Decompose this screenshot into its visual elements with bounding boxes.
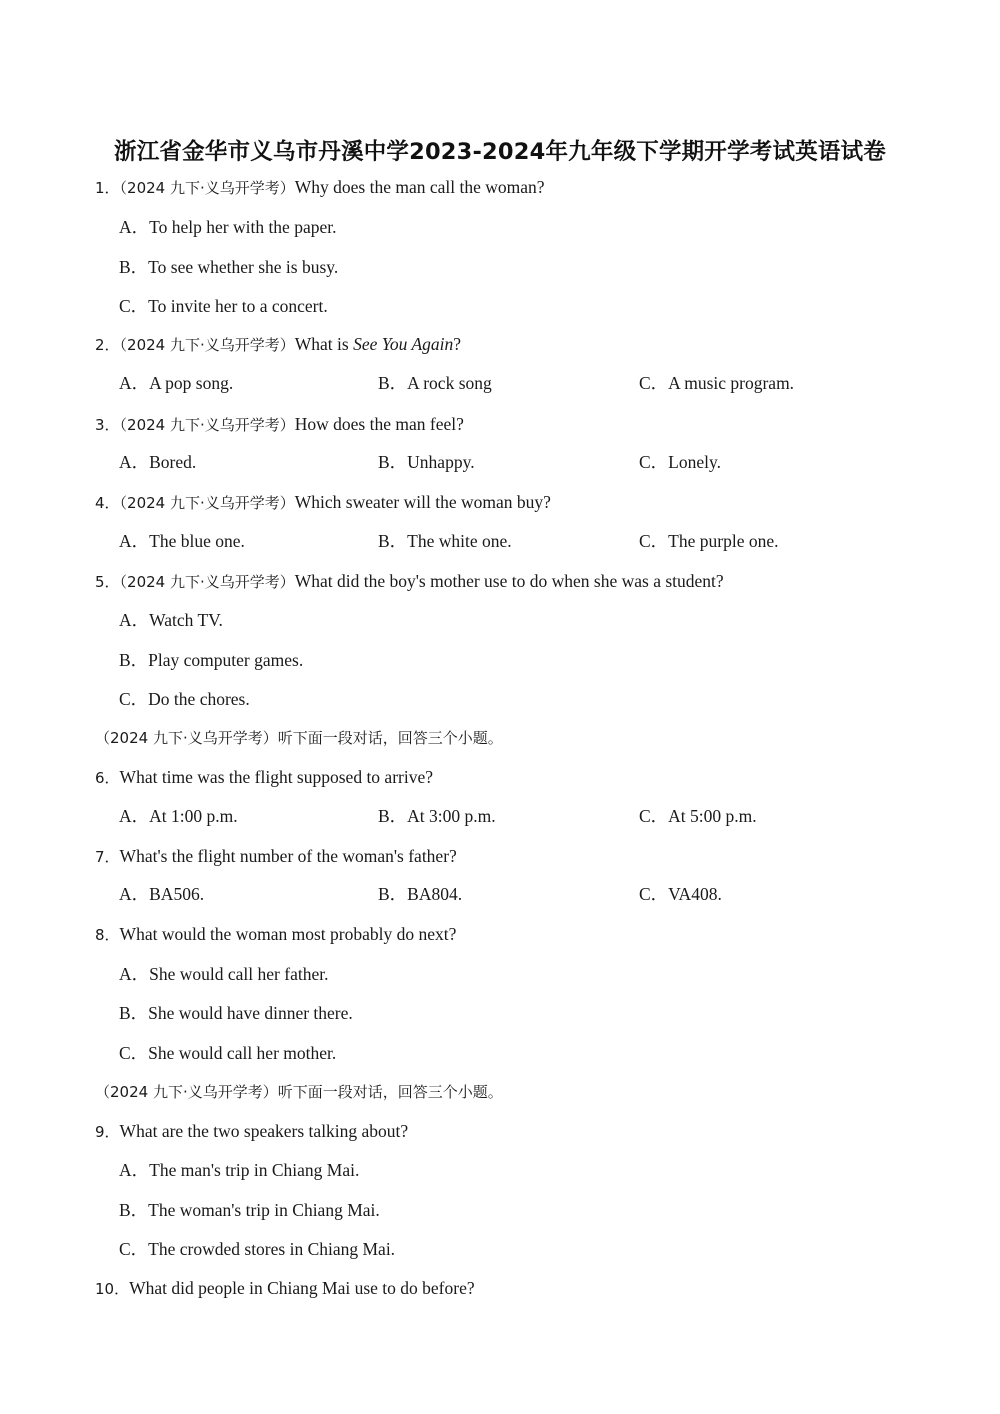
- question-stem: What is: [294, 334, 354, 354]
- question-stem: What's the flight number of the woman's father?: [119, 846, 457, 866]
- question-10: [95, 1277, 475, 1300]
- instruction-text: 听下面一段对话，回答三个小题。: [277, 729, 503, 747]
- question-stem: How does the man feel?: [294, 414, 464, 434]
- question-3: [95, 413, 464, 436]
- option-b: B．To see whether she is busy.: [119, 257, 339, 277]
- question-number: 8．: [95, 926, 120, 944]
- question-4: [95, 491, 551, 514]
- question-number: 1．: [95, 179, 120, 197]
- question-1: [95, 176, 545, 199]
- question-source: （2024 九下·义乌开学考）: [119, 416, 295, 434]
- option-a: A．To help her with the paper.: [119, 217, 337, 237]
- option-b: B．A rock song: [378, 373, 492, 393]
- option-b: B．Unhappy.: [378, 452, 475, 472]
- option-b: B．The white one.: [378, 531, 512, 551]
- option-a: A．The blue one.: [119, 531, 245, 551]
- instruction-source: （2024 九下·义乌开学考）: [95, 1083, 278, 1101]
- section-instruction: [95, 726, 503, 749]
- question-stem: Which sweater will the woman buy?: [294, 492, 551, 512]
- option-c: C．To invite her to a concert.: [119, 296, 328, 316]
- question-stem: What did people in Chiang Mai use to do before?: [129, 1278, 475, 1298]
- option-c: C．A music program.: [639, 373, 795, 393]
- question-number: 7．: [95, 848, 120, 866]
- option-a: A．Bored.: [119, 452, 197, 472]
- option-a: A．Watch TV.: [119, 610, 223, 630]
- question-5: [95, 570, 724, 593]
- option-c: C．She would call her mother.: [119, 1043, 337, 1063]
- option-c: C．The purple one.: [639, 531, 779, 551]
- option-c: C．The crowded stores in Chiang Mai.: [119, 1239, 396, 1259]
- option-a: A．A pop song.: [119, 373, 234, 393]
- option-b: B．Play computer games.: [119, 650, 304, 670]
- question-number: 2．: [95, 336, 120, 354]
- song-title: See You Again: [353, 334, 454, 354]
- option-c: C．Do the chores.: [119, 689, 250, 709]
- question-stem: What would the woman most probably do next?: [119, 924, 457, 944]
- option-b: B．The woman's trip in Chiang Mai.: [119, 1200, 380, 1220]
- option-a: A．The man's trip in Chiang Mai.: [119, 1160, 360, 1180]
- instruction-source: （2024 九下·义乌开学考）: [95, 729, 278, 747]
- question-number: 4．: [95, 494, 120, 512]
- option-b: B．She would have dinner there.: [119, 1003, 353, 1023]
- question-number: 9．: [95, 1123, 120, 1141]
- question-source: （2024 九下·义乌开学考）: [119, 494, 295, 512]
- question-6: [95, 766, 433, 789]
- option-b: B．BA804.: [378, 884, 463, 904]
- option-c: C．Lonely.: [639, 452, 721, 472]
- question-number: 6．: [95, 769, 120, 787]
- option-a: A．She would call her father.: [119, 964, 329, 984]
- section-instruction: [95, 1080, 503, 1103]
- instruction-text: 听下面一段对话，回答三个小题。: [277, 1083, 503, 1101]
- question-number: 5．: [95, 573, 120, 591]
- question-2: [95, 333, 461, 356]
- option-c: C．At 5:00 p.m.: [639, 806, 757, 826]
- question-source: （2024 九下·义乌开学考）: [119, 573, 295, 591]
- question-number: 10．: [95, 1280, 130, 1298]
- question-9: [95, 1120, 408, 1143]
- page-title: 浙江省金华市义乌市丹溪中学2023-2024年九年级下学期开学考试英语试卷: [114, 139, 886, 165]
- option-b: B．At 3:00 p.m.: [378, 806, 496, 826]
- question-8: [95, 923, 456, 946]
- question-stem: Why does the man call the woman?: [294, 177, 545, 197]
- option-a: A．BA506.: [119, 884, 205, 904]
- option-c: C．VA408.: [639, 884, 722, 904]
- question-stem: What did the boy's mother use to do when she was a student?: [294, 571, 724, 591]
- option-a: A．At 1:00 p.m.: [119, 806, 238, 826]
- question-source: （2024 九下·义乌开学考）: [119, 179, 295, 197]
- question-7: [95, 845, 457, 868]
- question-number: 3．: [95, 416, 120, 434]
- question-stem-end: ?: [453, 334, 462, 354]
- question-source: （2024 九下·义乌开学考）: [119, 336, 295, 354]
- question-stem: What time was the flight supposed to arrive?: [119, 767, 434, 787]
- question-stem: What are the two speakers talking about?: [119, 1121, 409, 1141]
